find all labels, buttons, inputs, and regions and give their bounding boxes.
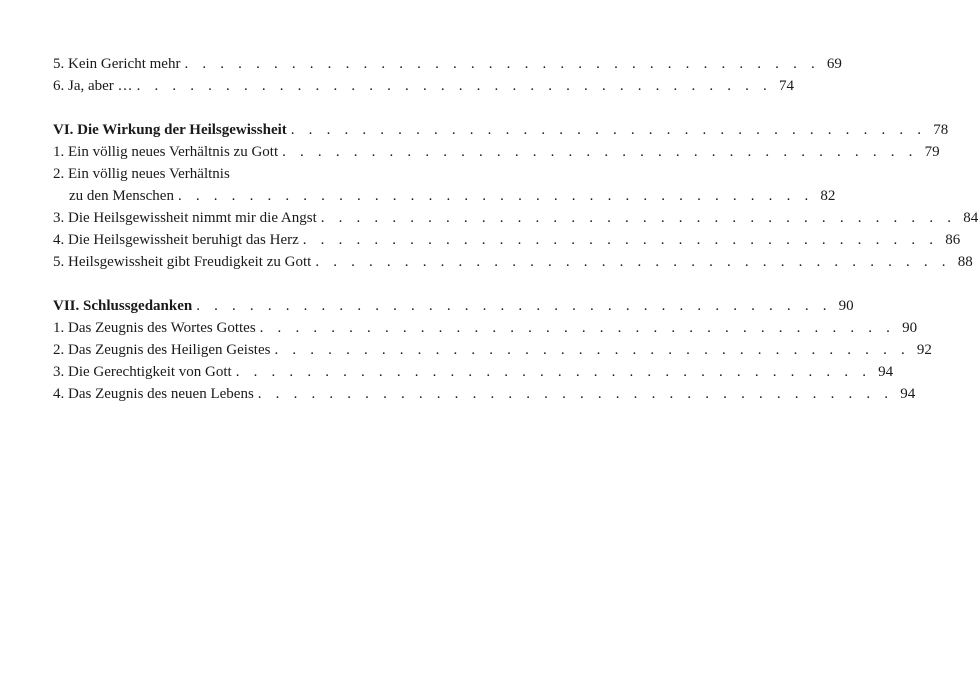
toc-entry-page: 69 <box>826 56 842 72</box>
toc-entry-page: 90 <box>902 320 918 336</box>
toc-section-heading <box>53 295 854 317</box>
toc-entry <box>53 163 374 185</box>
toc-entry-continuation-text: zu den Menschen <box>69 188 174 204</box>
toc-entry <box>53 339 932 361</box>
toc-entry-page: 94 <box>878 364 894 380</box>
toc-entry-continuation <box>53 185 836 207</box>
toc-entry <box>53 383 916 405</box>
toc-entry-page: 82 <box>820 188 836 204</box>
dot-leader: . . . . . . . . . . . . . . . . . . . . . . . . . . . . . . . . . . . . <box>196 298 832 314</box>
toc-heading-page: 78 <box>933 122 949 138</box>
toc-entry-page: 92 <box>916 342 932 358</box>
toc-heading-title: VI. Die Wirkung der Heilsgewissheit <box>53 122 287 138</box>
dot-leader: . . . . . . . . . . . . . . . . . . . . . . . . . . . . . . . . . . . . <box>235 364 872 380</box>
toc-entry-title: 1. Das Zeugnis des Wortes Gottes <box>53 320 256 336</box>
dot-leader: . . . . . . . . . . . . . . . . . . . . . . . . . . . . . . . . . . . . <box>282 144 918 160</box>
toc-entry <box>53 207 978 229</box>
toc-entry <box>53 141 940 163</box>
toc-entry-title: 4. Das Zeugnis des neuen Lebens <box>53 386 254 402</box>
dot-leader: . . . . . . . . . . . . . . . . . . . . . . . . . . . . . . . . . . . . <box>320 210 957 226</box>
toc-entry-page: 88 <box>957 254 973 270</box>
toc-entry-title: 5. Kein Gericht mehr <box>53 56 181 72</box>
toc-heading-title: VII. Schlussgedanken <box>53 298 193 314</box>
dot-leader: . . . . . . . . . . . . . . . . . . . . . . . . . . . . . . . . . . . . <box>259 320 896 336</box>
toc-entry <box>53 229 961 251</box>
toc-entry-page: 86 <box>945 232 961 248</box>
toc-entry-title: 4. Die Heilsgewissheit beruhigt das Herz <box>53 232 299 248</box>
toc-entry-title: 2. Das Zeugnis des Heiligen Geistes <box>53 342 271 358</box>
section-gap <box>53 97 374 119</box>
toc-entry <box>53 317 918 339</box>
dot-leader: . . . . . . . . . . . . . . . . . . . . . . . . . . . . . . . . . . . . <box>274 342 910 358</box>
toc-entry-title: 1. Ein völlig neues Verhältnis zu Gott <box>53 144 279 160</box>
section-gap <box>53 273 374 295</box>
toc-entry-title: 5. Heilsgewissheit gibt Freudigkeit zu Gott <box>53 254 312 270</box>
toc-entry-title: 3. Die Gerechtigkeit von Gott <box>53 364 232 380</box>
dot-leader: . . . . . . . . . . . . . . . . . . . . . . . . . . . . . . . . . . . . <box>177 188 814 204</box>
toc-heading-page: 90 <box>838 298 854 314</box>
toc-entry-page: 94 <box>900 386 916 402</box>
toc-entry-page: 84 <box>963 210 978 226</box>
dot-leader: . . . . . . . . . . . . . . . . . . . . . . . . . . . . . . . . . . . . <box>257 386 894 402</box>
table-of-contents <box>53 53 978 405</box>
dot-leader: . . . . . . . . . . . . . . . . . . . . . . . . . . . . . . . . . . . . <box>136 78 773 94</box>
toc-entry <box>53 251 973 273</box>
toc-entry-page: 79 <box>924 144 940 160</box>
toc-entry-title: 6. Ja, aber … <box>53 78 133 94</box>
dot-leader: . . . . . . . . . . . . . . . . . . . . . . . . . . . . . . . . . . . . <box>302 232 939 248</box>
toc-entry-page: 74 <box>779 78 795 94</box>
dot-leader: . . . . . . . . . . . . . . . . . . . . . . . . . . . . . . . . . . . . <box>184 56 820 72</box>
dot-leader: . . . . . . . . . . . . . . . . . . . . . . . . . . . . . . . . . . . . <box>290 122 927 138</box>
toc-entry <box>53 53 842 75</box>
toc-entry-title: 2. Ein völlig neues Verhältnis <box>53 166 230 182</box>
toc-entry <box>53 361 894 383</box>
dot-leader: . . . . . . . . . . . . . . . . . . . . . . . . . . . . . . . . . . . . <box>315 254 951 270</box>
toc-section-heading <box>53 119 949 141</box>
toc-entry-title: 3. Die Heilsgewissheit nimmt mir die Angst <box>53 210 317 226</box>
toc-entry <box>53 75 795 97</box>
